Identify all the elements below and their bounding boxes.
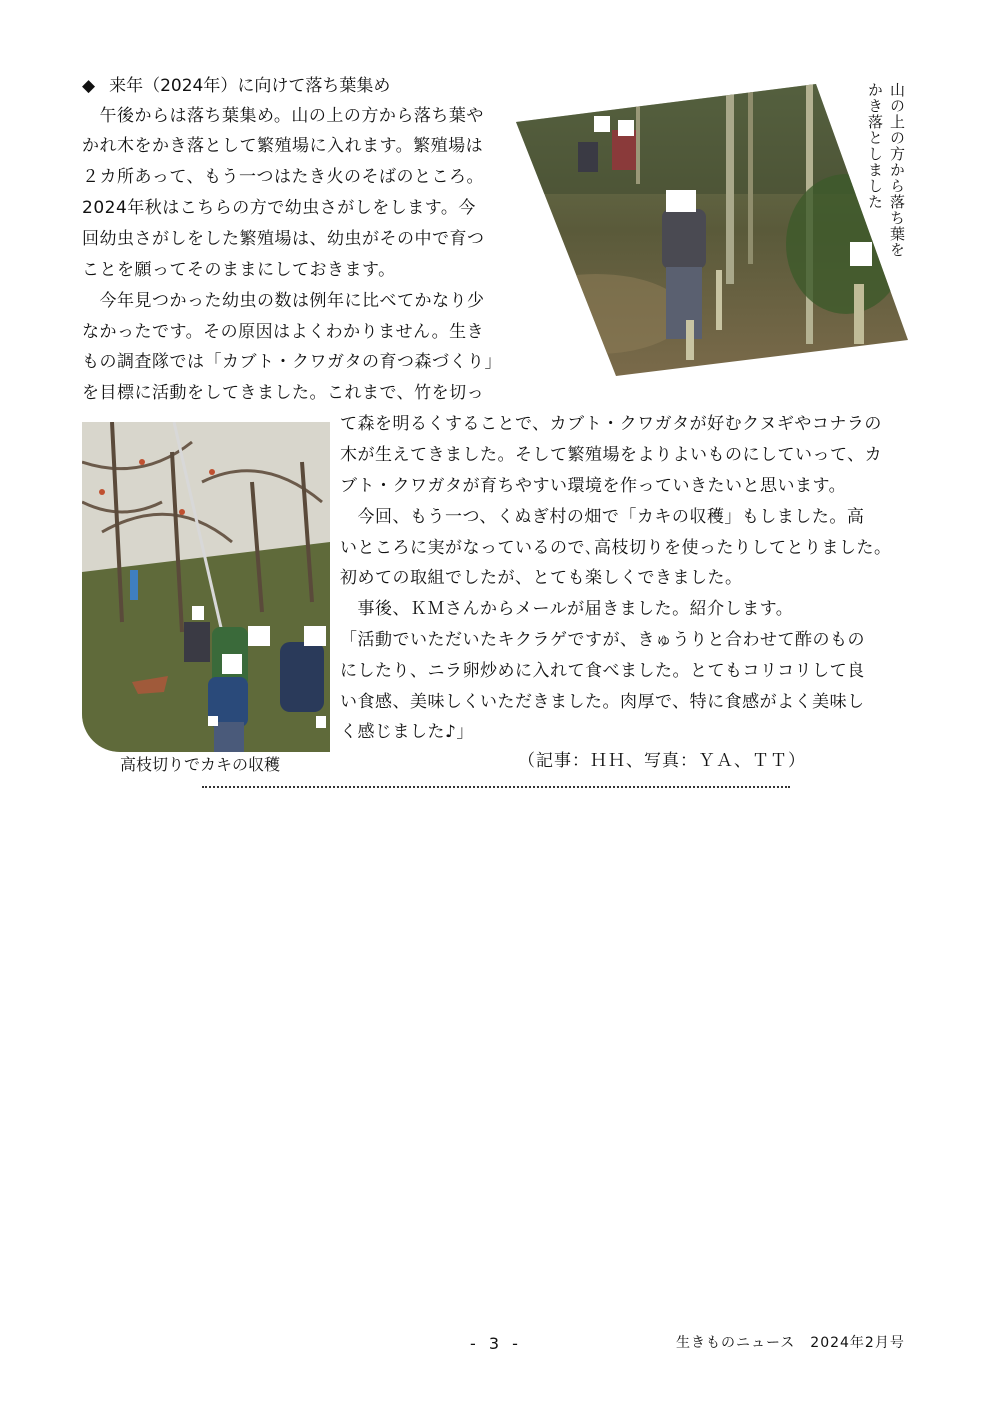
- body-line: ブト・クワガタが育ちやすい環境を作っていきたいと思います。: [340, 476, 847, 496]
- body-line: 木が生えてきました。そして繁殖場をよりよいものにしていって、カ: [340, 445, 883, 465]
- body-line: て森を明るくすることで、カブト・クワガタが好むクヌギやコナラの: [340, 414, 882, 434]
- body-line: く感じました♪」: [340, 722, 474, 742]
- body-line: 午後からは落ち葉集め。山の上の方から落ち葉や: [82, 106, 484, 126]
- body-line: 初めての取組でしたが、とても楽しくできました。: [340, 568, 743, 588]
- body-line: 今年見つかった幼虫の数は例年に比べてかなり少: [82, 291, 485, 311]
- body-line: い食感、美味しくいただきました。肉厚で、特に食感がよく美味し: [340, 692, 865, 712]
- article-credit: （記事：ＨＨ、写真：ＹＡ、ＴＴ）: [518, 751, 806, 771]
- body-line: 事後、ＫＭさんからメールが届きました。紹介します。: [340, 599, 794, 619]
- page-number: - 3 -: [470, 1334, 522, 1353]
- photo2-caption: 高枝切りでカキの収穫: [120, 755, 281, 774]
- body-line: 2024年秋はこちらの方で幼虫さがしをします。今: [82, 198, 476, 218]
- body-line: かれ木をかき落として繁殖場に入れます。繁殖場は: [82, 136, 484, 156]
- persimmon-harvest-photo: [82, 422, 330, 752]
- photo1-caption: 山の上の方から落ち葉をかき落としました: [866, 82, 906, 258]
- body-line: にしたり、ニラ卵炒めに入れて食べました。とてもコリコリして良: [340, 661, 865, 681]
- publication-footer: 生きものニュース 2024年2月号: [676, 1335, 905, 1351]
- body-line: ２カ所あって、もう一つはたき火のそばのところ。: [82, 167, 484, 187]
- body-line: なかったです。その原因はよくわかりません。生き: [82, 322, 485, 342]
- section-heading: [82, 71, 390, 101]
- body-line: 回幼虫さがしをした繁殖場は、幼虫がその中で育つ: [82, 229, 485, 249]
- body-line: 「活動でいただいたキクラゲですが、きゅうりと合わせて酢のもの: [340, 630, 865, 650]
- body-line: もの調査隊では「カブト・クワガタの育つ森づくり」: [82, 352, 502, 372]
- section-title: 来年（2024年）に向けて落ち葉集め: [109, 76, 391, 96]
- body-line: を目標に活動をしてきました。これまで、竹を切っ: [82, 383, 485, 403]
- diamond-bullet-icon: ◆: [82, 76, 96, 96]
- body-line: 今回、もう一つ、くぬぎ村の畑で「カキの収穫」もしました。高: [340, 507, 865, 527]
- dotted-divider: [202, 786, 790, 788]
- body-line: いところに実がなっているので､高枝切りを使ったりしてとりました。: [340, 538, 892, 558]
- body-line: ことを願ってそのままにしておきます。: [82, 260, 396, 280]
